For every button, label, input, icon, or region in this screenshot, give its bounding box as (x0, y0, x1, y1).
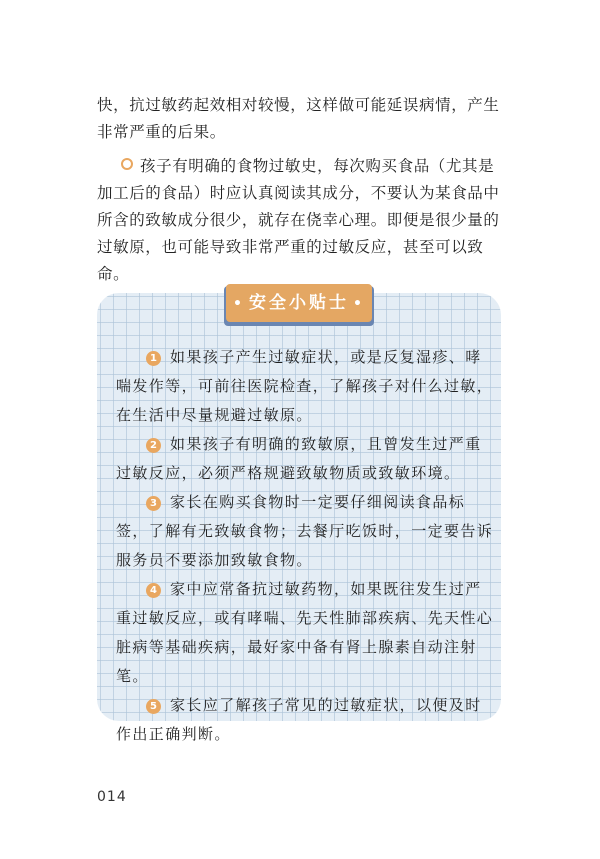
tip-item (116, 691, 496, 749)
tip-text: 如果孩子产生过敏症状，或是反复湿疹、哮喘发作等，可前往医院检查，了解孩子对什么过敏，在生活中尽量规避过敏原。 (116, 348, 494, 424)
circle-bullet-icon (121, 158, 133, 170)
tips-title-banner (226, 284, 372, 322)
tip-item (116, 575, 496, 691)
tip-text: 如果孩子有明确的致敏原，且曾发生过严重过敏反应，必须严格规避致敏物质或致敏环境。 (116, 435, 482, 482)
tip-item (116, 430, 496, 488)
body-paragraph-food-allergy (97, 153, 507, 288)
tips-title: 安全小贴士 (249, 293, 349, 313)
title-dot-left: • (233, 296, 245, 312)
tip-text: 家长在购买食物时一定要仔细阅读食品标签，了解有无致敏食物；去餐厅吃饭时，一定要告诉服务员不要添加致敏食物。 (116, 493, 494, 569)
tip-item (116, 488, 496, 575)
number-badge-icon: 5 (146, 699, 161, 714)
page-number: 014 (97, 789, 127, 805)
number-badge-icon: 3 (146, 496, 161, 511)
tip-text: 家长应了解孩子常见的过敏症状，以便及时作出正确判断。 (116, 696, 482, 743)
tip-text: 家中应常备抗过敏药物，如果既往发生过严重过敏反应，或有哮喘、先天性肺部疾病、先天性心脏病等基础疾病，最好家中备有肾上腺素自动注射笔。 (116, 580, 494, 685)
number-badge-icon: 4 (146, 583, 161, 598)
title-dot-right: • (353, 296, 365, 312)
body-paragraph-continued: 快，抗过敏药起效相对较慢，这样做可能延误病情，产生非常严重的后果。 (97, 96, 500, 141)
tips-list (116, 343, 496, 749)
tip-item (116, 343, 496, 430)
body-paragraph-text: 孩子有明确的食物过敏史，每次购买食品（尤其是加工后的食品）时应认真阅读其成分，不要认为某食品中所含的致敏成分很少，就存在侥幸心理。即便是很少量的过敏原，也可能导致非常严重的过敏反应，甚至可以致命。 (97, 157, 500, 283)
number-badge-icon: 1 (146, 351, 161, 366)
number-badge-icon: 2 (146, 438, 161, 453)
